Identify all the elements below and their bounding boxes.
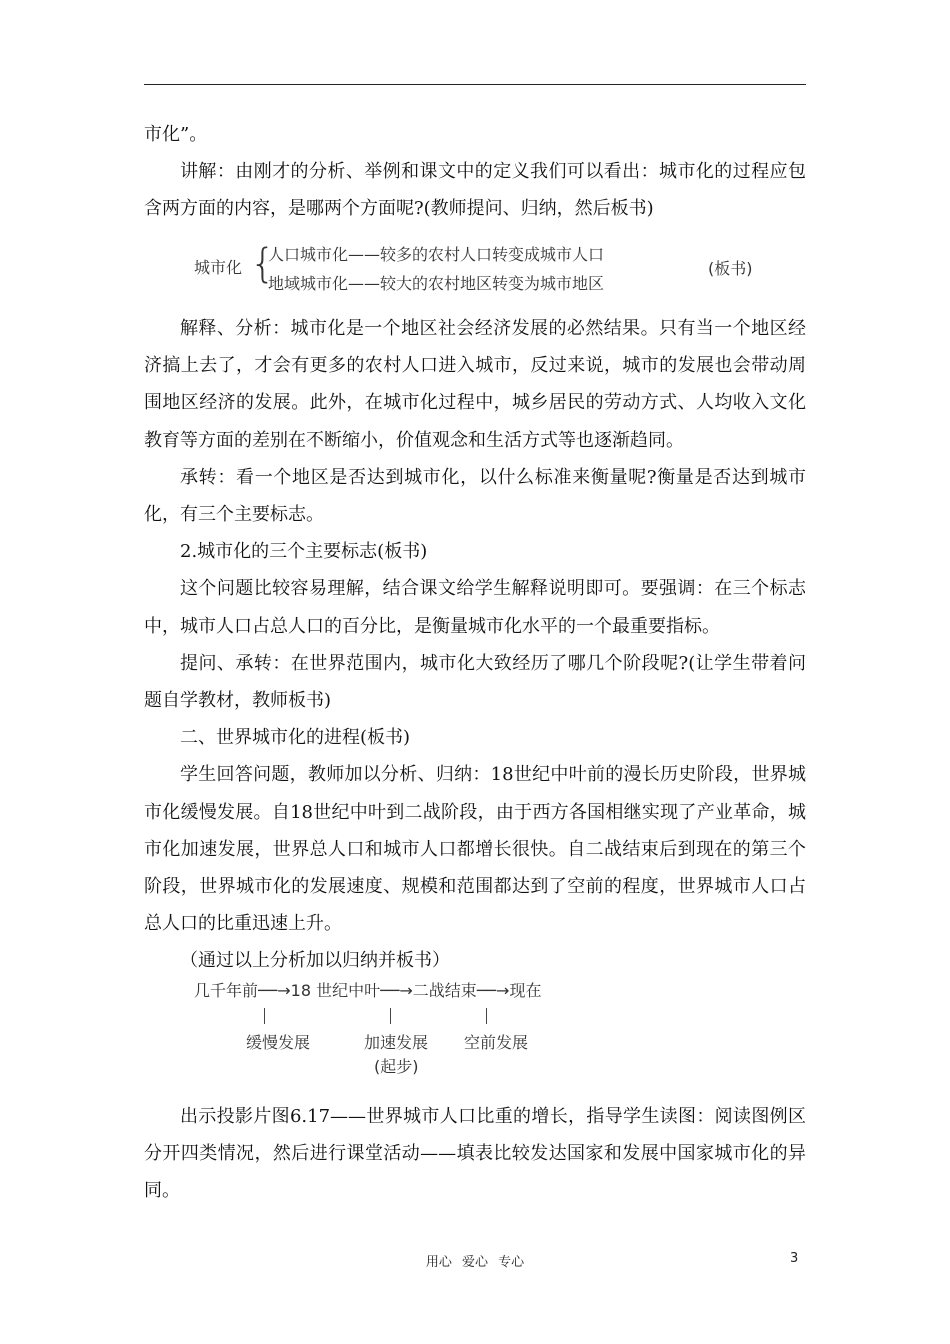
paragraph: （通过以上分析加以归纳并板书） [180, 950, 450, 972]
page-number: 3 [790, 1251, 799, 1266]
paragraph: 解释、分析：城市化是一个地区社会经济发展的必然结果。只有当一个地区经济搞上去了，才会有更多的农村人口进入城市，反过来说，城市的发展也会带动周围地区经济的发展。此外，在城市化过程中，城乡居民的劳动方式、人均收入文化教育等方面的差别在不断缩小，价值观念和生活方式等也逐渐趋同。 [144, 318, 806, 451]
board-line: 地域城市化——较大的农村地区转变为城市地区 [268, 274, 605, 293]
text-block-middle [144, 310, 806, 980]
brace-symbol: { [250, 241, 276, 287]
stage-label: 空前发展 [464, 1033, 529, 1052]
paragraph: 这个问题比较容易理解，结合课文给学生解释说明即可。要强调：在三个标志中，城市人口占总人口的百分比，是衡量城市化水平的一个最重要指标。 [144, 578, 806, 637]
timeline-tick [486, 1008, 487, 1024]
text-block-bottom [144, 1098, 806, 1210]
paragraph: 学生回答问题，教师加以分析、归纳：18世纪中叶前的漫长历史阶段，世界城市化缓慢发展。自18世纪中叶到二战阶段，由于西方各国相继实现了产业革命，城市化加速发展，世界总人口和城市人口都增长很快。自二战结束后到现在的第三个阶段，世界城市化的发展速度、规模和范围都达到了空前的程度，世界城市人口占总人口的比重迅速上升。 [144, 764, 806, 935]
paragraph: 提问、承转：在世界范围内，城市化大致经历了哪几个阶段呢?(让学生带着问题自学教材，教师板书) [144, 652, 806, 712]
header-rule [144, 84, 806, 85]
paragraph: 承转：看一个地区是否达到城市化，以什么标准来衡量呢?衡量是否达到城市化，有三个主要标志。 [144, 466, 806, 526]
board-head: 城市化 [194, 258, 243, 277]
paragraph: 二、世界城市化的进程(板书) [180, 727, 411, 749]
board-urbanization-definition [194, 236, 784, 296]
stage-sublabel: (起步) [374, 1057, 419, 1076]
paragraph: 2.城市化的三个主要标志(板书) [180, 541, 428, 563]
timeline-tick [264, 1008, 265, 1024]
board-tag: (板书) [708, 259, 753, 278]
stage-timeline: 几千年前──→18 世纪中叶──→二战结束──→现在 [194, 981, 542, 1000]
timeline-tick [390, 1008, 391, 1024]
board-line: 人口城市化——较多的农村人口转变成城市人口 [268, 245, 605, 264]
stage-label: 缓慢发展 [246, 1033, 311, 1052]
board-urbanization-stages [194, 974, 574, 1074]
paragraph: 市化”。 [144, 124, 208, 145]
footer-motto: 用心 爱心 专心 [425, 1255, 525, 1270]
paragraph: 出示投影片图6.17——世界城市人口比重的增长，指导学生读图：阅读图例区分开四类情况，然后进行课堂活动——填表比较发达国家和发展中国家城市化的异同。 [144, 1106, 806, 1202]
stage-label: 加速发展 [364, 1033, 429, 1052]
paragraph: 讲解：由刚才的分析、举例和课文中的定义我们可以看出：城市化的过程应包含两方面的内容，是哪两个方面呢?(教师提问、归纳，然后板书) [144, 161, 806, 220]
text-block-top [144, 116, 806, 228]
